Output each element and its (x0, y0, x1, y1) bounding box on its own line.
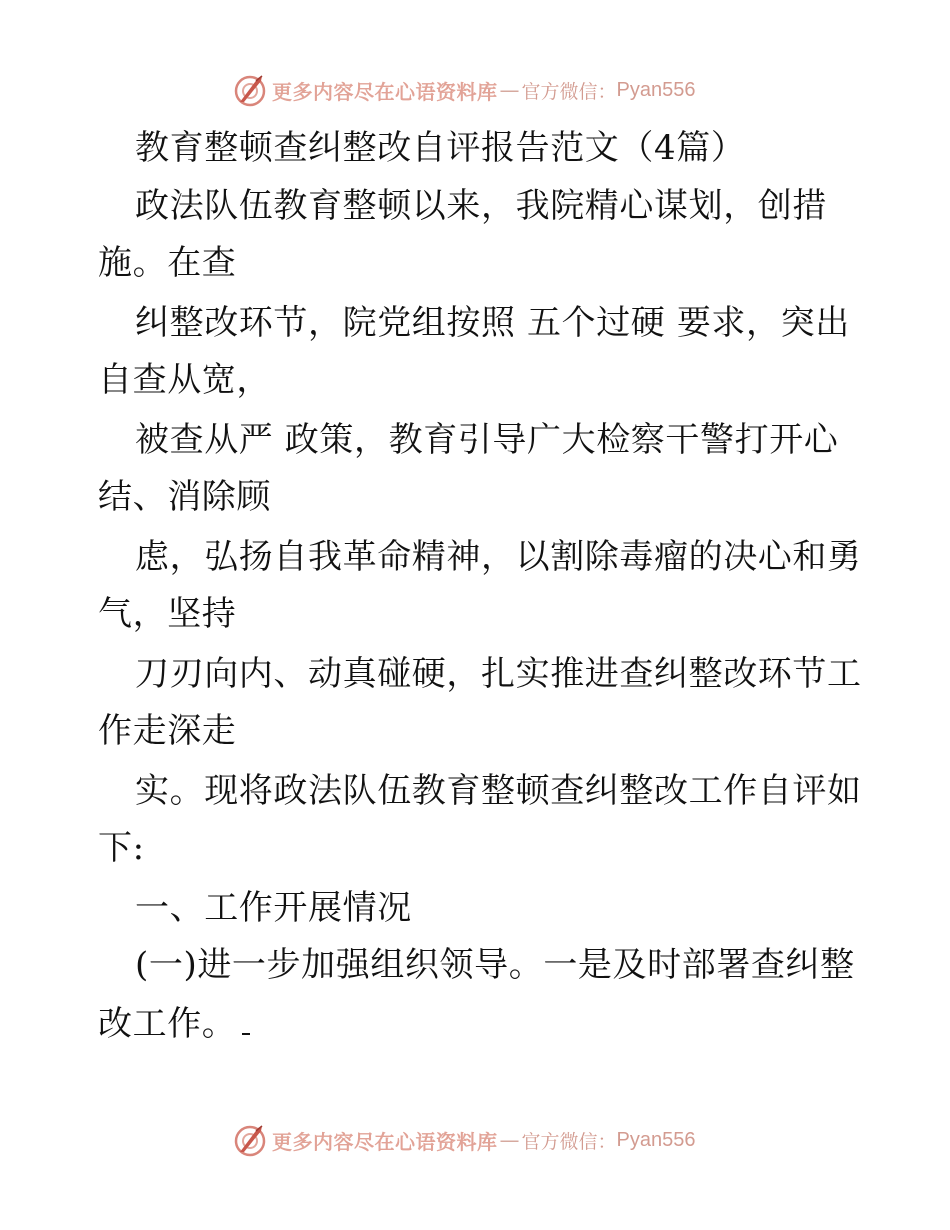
paragraph-line: 实。现将政法队伍教育整顿查纠整改工作自评如 (135, 771, 862, 811)
watermark-main-text: 更多内容尽在心语资料库 (272, 1129, 498, 1154)
watermark-dash: — (499, 1128, 520, 1152)
section-heading: 一、工作开展情况 (135, 888, 412, 928)
paragraph-line: 被查从严 政策，教育引导广大检察干警打开心 (135, 420, 839, 460)
paragraph-line-last (98, 1004, 250, 1044)
header-watermark (232, 71, 695, 109)
paragraph-line: 作走深走 (98, 711, 237, 751)
watermark-dash: — (499, 78, 520, 102)
paragraph-line: 下: (98, 828, 145, 868)
watermark-wechat-id: Pyan556 (616, 78, 696, 101)
footer-watermark (232, 1121, 695, 1159)
paragraph-line: 气，坚持 (98, 594, 237, 634)
paragraph-line-text: 改工作。 (98, 1004, 237, 1044)
paragraph-line: 虑，弘扬自我革命精神，以割除毒瘤的决心和勇 (135, 537, 862, 577)
paragraph-line: 政法队伍教育整顿以来，我院精心谋划，创措 (135, 186, 827, 226)
paragraph-line: 刀刃向内、动真碰硬，扎实推进查纠整改环节工 (135, 654, 862, 694)
quill-logo-icon (232, 1122, 268, 1158)
paragraph-line: 结、消除顾 (98, 477, 271, 517)
paragraph-line: (一)进一步加强组织领导。一是及时部署查纠整 (135, 945, 855, 985)
watermark-sub-text: 官方微信： (521, 1130, 617, 1153)
paragraph-line: 自查从宽， (98, 360, 271, 400)
watermark-wechat-id: Pyan556 (616, 1128, 696, 1151)
document-title: 教育整顿查纠整改自评报告范文（4篇） (135, 128, 746, 168)
paragraph-line: 施。在查 (98, 243, 237, 283)
paragraph-line: 纠整改环节，院党组按照 五个过硬 要求，突出 (135, 303, 850, 343)
watermark-sub-text: 官方微信： (521, 80, 617, 103)
quill-logo-icon (232, 72, 268, 108)
watermark-main-text: 更多内容尽在心语资料库 (272, 79, 498, 104)
text-cursor-mark (242, 1033, 250, 1035)
